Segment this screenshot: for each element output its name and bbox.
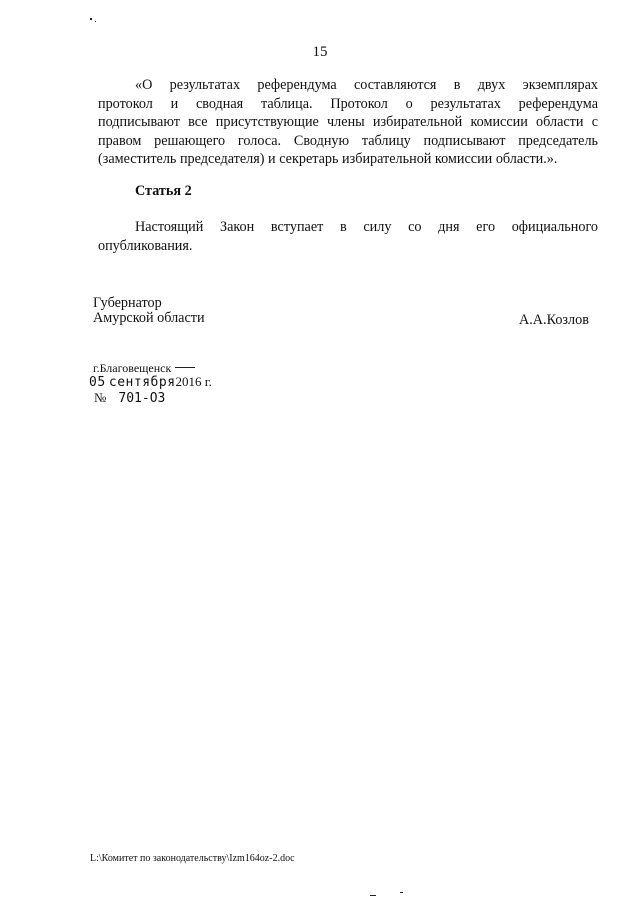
file-path-footer: L:\Комитет по законодательству\Izm164oz-2.doc [90,853,295,864]
stamp-strike-line [175,367,195,368]
paragraph-line: подписывают все присутствующие члены избирательной комиссии области с [98,114,598,131]
paragraph-line: Настоящий Закон вступает в силу со дня его официального [135,219,598,235]
scan-speck [90,18,92,20]
paragraph-line: протокол и сводная таблица. Протокол о результатах референдума [98,95,598,112]
stamp-number [94,390,165,406]
page-number: 15 [312,44,328,60]
signatory-name: А.А.Козлов [519,312,589,328]
scan-speck [95,21,96,22]
stamp-date-day: 05 [89,375,106,390]
article-heading: Статья 2 [135,183,192,199]
amendment-paragraph [98,76,598,169]
stamp-number-label: № [94,390,107,405]
stamp-date-year: 2016 г. [175,374,212,389]
stamp-number-value: 701-ОЗ [118,391,166,406]
signatory-title-line: Амурской области [93,310,205,326]
paragraph-line: (заместитель председателя) и секретарь избирательной комиссии области.». [98,151,558,168]
signatory-title [93,296,205,326]
paragraph-line: правом решающего голоса. Сводную таблицу подписывают председатель [98,132,598,149]
scan-speck [400,892,403,893]
effective-date-paragraph [98,218,598,255]
paragraph-line: опубликования. [98,237,193,254]
stamp-date [89,374,212,390]
paragraph-line: «О результатах референдума составляются в двух экземплярах [135,77,598,93]
signatory-title-line: Губернатор [93,295,162,311]
stamp-date-month: сентября [108,375,176,390]
scan-speck [370,895,376,896]
stamp-city: г.Благовещенск [93,361,172,375]
